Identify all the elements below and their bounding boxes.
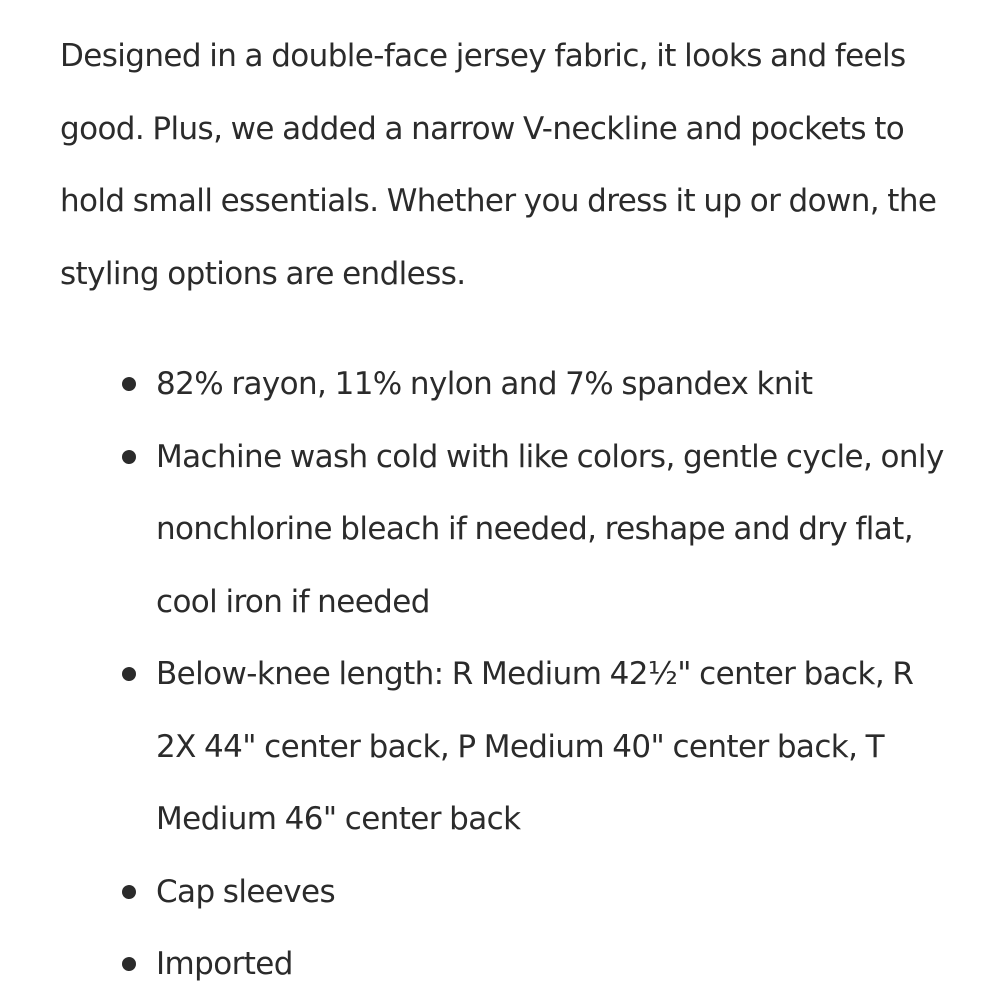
detail-text: 82% rayon, 11% nylon and 7% spandex knit — [156, 366, 813, 402]
bullet-icon — [122, 377, 136, 391]
list-item — [156, 638, 956, 856]
list-item — [156, 928, 956, 1001]
bullet-icon — [122, 450, 136, 464]
detail-text: Imported — [156, 946, 293, 982]
bullet-icon — [122, 667, 136, 681]
product-details-list — [156, 348, 956, 1001]
bullet-icon — [122, 885, 136, 899]
bullet-icon — [122, 957, 136, 971]
detail-text: Below-knee length: R Medium 42½" center back, R 2X 44" center back, P Medium 40" center back, T Medium 46" center back — [156, 656, 914, 837]
product-description: Designed in a double-face jersey fabric, it looks and feels good. Plus, we added a narrow V-neckline and pockets to hold small essentials. Whether you dress it up or down, the styling options are endless. — [60, 38, 937, 292]
list-item — [156, 421, 956, 639]
detail-text: Cap sleeves — [156, 873, 336, 910]
list-item — [156, 856, 956, 929]
detail-text: Machine wash cold with like colors, gentle cycle, only nonchlorine bleach if needed, reshape and dry flat, cool iron if needed — [156, 438, 944, 620]
list-item — [156, 348, 956, 421]
